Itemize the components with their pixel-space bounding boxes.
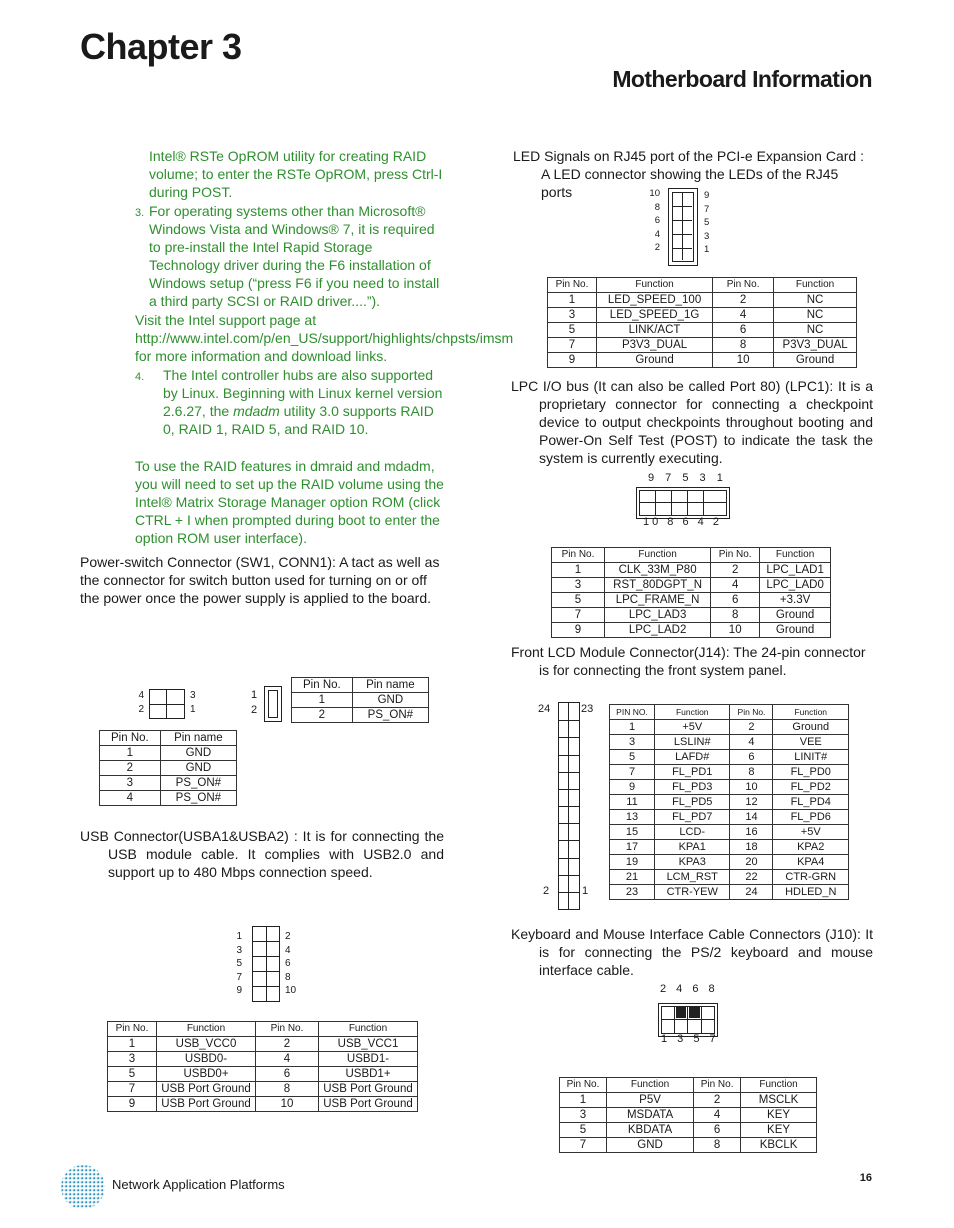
- table-row: 1 GND: [292, 693, 429, 708]
- led-signals-text: LED Signals on RJ45 port of the PCI-e Expansion Card : A LED connector showing the LEDs of the RJ45 ports: [513, 148, 864, 200]
- list-text: The Intel controller hubs are also supported by Linux. Beginning with Linux kernel version 2.6.27, the mdadm utility 3.0 supports RAID 0, RAID 1, RAID 5, and RAID 10.: [163, 367, 443, 437]
- conn1-pin-table: Pin No. Pin name 1 GND 2 PS_ON#: [291, 677, 429, 723]
- sw1-left-pins: 4 2: [138, 690, 144, 715]
- lpc-top-pins: 9 7 5 3 1: [648, 472, 727, 484]
- table-row: 3 USBD0- 4 USBD1-: [108, 1052, 418, 1067]
- table-row: 5 LINK/ACT 6 NC: [548, 323, 857, 338]
- table-row: 4 PS_ON#: [100, 791, 237, 806]
- usb-pin-table: Pin No. Function Pin No. Function 1 USB_VCC0 2 USB_VCC1 3 USBD0- 4 USBD1- 5 USBD0+ 6 USBD1+ 7 USB Port Ground 8 USB Port Ground 9 USB Port Ground 10 USB Port Ground: [107, 1021, 418, 1112]
- chapter-title: Chapter 3: [80, 26, 242, 67]
- table-row: 1 CLK_33M_P80 2 LPC_LAD1: [552, 563, 831, 578]
- led-left-pins: 10 8 6 4 2: [649, 188, 660, 253]
- table-row: 5 LPC_FRAME_N 6 +3.3V: [552, 593, 831, 608]
- raid-intro: Intel® RSTe OpROM utility for creating RAID volume; to enter the RSTe OpROM, press Ctrl-I during POST.: [149, 148, 443, 200]
- list-number: 3.: [135, 207, 145, 219]
- usb-left-pins: 1 3 5 7 9: [236, 931, 242, 996]
- lcd-pin-top-left: 24: [538, 703, 551, 715]
- section-title: Motherboard Information: [612, 66, 872, 92]
- conn1-connector: [264, 686, 282, 722]
- raid-use-text: To use the RAID features in dmraid and mdadm, you will need to set up the RAID volume using the Intel® Matrix Storage Manager option ROM (click CTRL + I when prompted during boot to enter the option ROM user interface).: [135, 458, 444, 546]
- kbd-bottom-pins: 1 3 5 7: [661, 1033, 720, 1045]
- lcd-pin-top-right: 23: [581, 703, 594, 715]
- table-row: 9 Ground 10 Ground: [548, 353, 857, 368]
- table-row: 1 USB_VCC0 2 USB_VCC1: [108, 1037, 418, 1052]
- led-pin-table: Pin No. Function Pin No. Function 1 LED_SPEED_100 2 NC 3 LED_SPEED_1G 4 NC 5 LINK/ACT 6 NC 7 P3V3_DUAL 8 P3V3_DUAL 9 Ground 10 Ground: [547, 277, 857, 368]
- lcd-pin-table: PIN NO. Function Pin No. Function 1 +5V 2 Ground 3 LSLIN# 4 VEE 5 LAFD# 6 LINIT# 7 FL_PD1 8 FL_PD0 9 FL_PD3 10 FL_PD2 11 FL_PD5 12 FL_PD4 13 FL_PD7 14 FL_PD6 15 LCD- 16 +5V 17 KPA1 18 KPA2 19 KPA3 20 KPA4 21 LCM_RST 22 CTR-GRN 23 CTR-YEW 24 HDLED_N: [609, 704, 849, 900]
- table-row: 9 LPC_LAD2 10 Ground: [552, 623, 831, 638]
- table-row: 1 GND: [100, 746, 237, 761]
- table-row: 19 KPA3 20 KPA4: [610, 855, 849, 870]
- list-number: 4.: [135, 371, 145, 383]
- table-row: 3 LED_SPEED_1G 4 NC: [548, 308, 857, 323]
- table-row: 13 FL_PD7 14 FL_PD6: [610, 810, 849, 825]
- usb-connector-text: USB Connector(USBA1&USBA2) : It is for connecting the USB module cable. It complies with USB2.0 and support up to 480 Mbps connection speed.: [80, 828, 444, 880]
- keyboard-mouse-text: Keyboard and Mouse Interface Cable Connectors (J10): It is for connecting the PS/2 keyboard and mouse interface cable.: [511, 926, 873, 978]
- lcd-connector: [558, 702, 580, 910]
- usb-connector: [252, 926, 280, 1002]
- table-row: 15 LCD- 16 +5V: [610, 825, 849, 840]
- table-row: 9 FL_PD3 10 FL_PD2: [610, 780, 849, 795]
- list-item-4: [135, 366, 444, 438]
- table-row: 7 FL_PD1 8 FL_PD0: [610, 765, 849, 780]
- table-row: 21 LCM_RST 22 CTR-GRN: [610, 870, 849, 885]
- table-row: 9 USB Port Ground 10 USB Port Ground: [108, 1097, 418, 1112]
- table-row: 5 KBDATA 6 KEY: [560, 1123, 817, 1138]
- table-row: 7 USB Port Ground 8 USB Port Ground: [108, 1082, 418, 1097]
- table-row: 23 CTR-YEW 24 HDLED_N: [610, 885, 849, 900]
- lcd-pin-bottom-right: 1: [582, 885, 589, 897]
- kbd-connector: [658, 1003, 718, 1037]
- table-row: 3 RST_80DGPT_N 4 LPC_LAD0: [552, 578, 831, 593]
- lpc-bottom-pins: 10 8 6 4 2: [643, 516, 722, 528]
- list-text: For operating systems other than Microsoft® Windows Vista and Windows® 7, it is required to pre-install the Intel Rapid Storage Technology driver during the F6 installation of Windows setup (“press F6 if you need to install a third party SCSI or RAID driver....”).: [149, 203, 440, 309]
- table-row: 17 KPA1 18 KPA2: [610, 840, 849, 855]
- led-connector: [668, 188, 698, 266]
- led-right-pins: 9 7 5 3 1: [704, 190, 710, 255]
- footer-text: Network Application Platforms: [112, 1177, 285, 1192]
- lpc-bus-text: LPC I/O bus (It can also be called Port 80) (LPC1): It is a proprietary connector for connecting a checkpoint device to output checkpoints throughout booting and Power-On Self Test (POST) to indicate the task the system is currently executing.: [511, 378, 873, 466]
- intel-support-text: Visit the Intel support page at http://www.intel.com/p/en_US/support/highlights/chpsts/imsm for more information and download links.: [135, 312, 514, 364]
- company-logo-icon: [60, 1164, 106, 1210]
- usb-right-pins: 2 4 6 8 10: [285, 931, 297, 996]
- table-row: 5 USBD0+ 6 USBD1+: [108, 1067, 418, 1082]
- table-row: 11 FL_PD5 12 FL_PD4: [610, 795, 849, 810]
- table-row: 5 LAFD# 6 LINIT#: [610, 750, 849, 765]
- sw1-right-pins: 3 1: [190, 690, 196, 715]
- kbd-top-pins: 2 4 6 8: [660, 983, 719, 995]
- table-row: 2 PS_ON#: [292, 708, 429, 723]
- power-switch-text: Power-switch Connector (SW1, CONN1): A tact as well as the connector for switch button used for turning on or off the power once the power supply is applied to the board.: [80, 554, 440, 606]
- conn1-pins: 1 2: [251, 689, 258, 716]
- lcd-connector-text: Front LCD Module Connector(J14): The 24-pin connector is for connecting the front system panel.: [511, 644, 866, 678]
- table-row: 1 LED_SPEED_100 2 NC: [548, 293, 857, 308]
- table-row: 7 P3V3_DUAL 8 P3V3_DUAL: [548, 338, 857, 353]
- table-row: 3 LSLIN# 4 VEE: [610, 735, 849, 750]
- sw1-connector: [149, 689, 185, 719]
- table-row: 1 P5V 2 MSCLK: [560, 1093, 817, 1108]
- sw1-pin-table: Pin No. Pin name 1 GND 2 GND 3 PS_ON# 4 PS_ON#: [99, 730, 237, 806]
- lpc-pin-table: Pin No. Function Pin No. Function 1 CLK_33M_P80 2 LPC_LAD1 3 RST_80DGPT_N 4 LPC_LAD0 5 LPC_FRAME_N 6 +3.3V 7 LPC_LAD3 8 Ground 9 LPC_LAD2 10 Ground: [551, 547, 831, 638]
- table-row: 3 PS_ON#: [100, 776, 237, 791]
- lpc-connector: [636, 487, 730, 519]
- table-row: 7 GND 8 KBCLK: [560, 1138, 817, 1153]
- lcd-pin-bottom-left: 2: [543, 885, 550, 897]
- kbd-pin-table: Pin No. Function Pin No. Function 1 P5V 2 MSCLK 3 MSDATA 4 KEY 5 KBDATA 6 KEY 7 GND 8 KBCLK: [559, 1077, 817, 1153]
- list-item-3: [135, 202, 444, 310]
- table-row: 1 +5V 2 Ground: [610, 720, 849, 735]
- table-row: 2 GND: [100, 761, 237, 776]
- table-row: 7 LPC_LAD3 8 Ground: [552, 608, 831, 623]
- page-number: 16: [859, 1172, 872, 1184]
- table-row: 3 MSDATA 4 KEY: [560, 1108, 817, 1123]
